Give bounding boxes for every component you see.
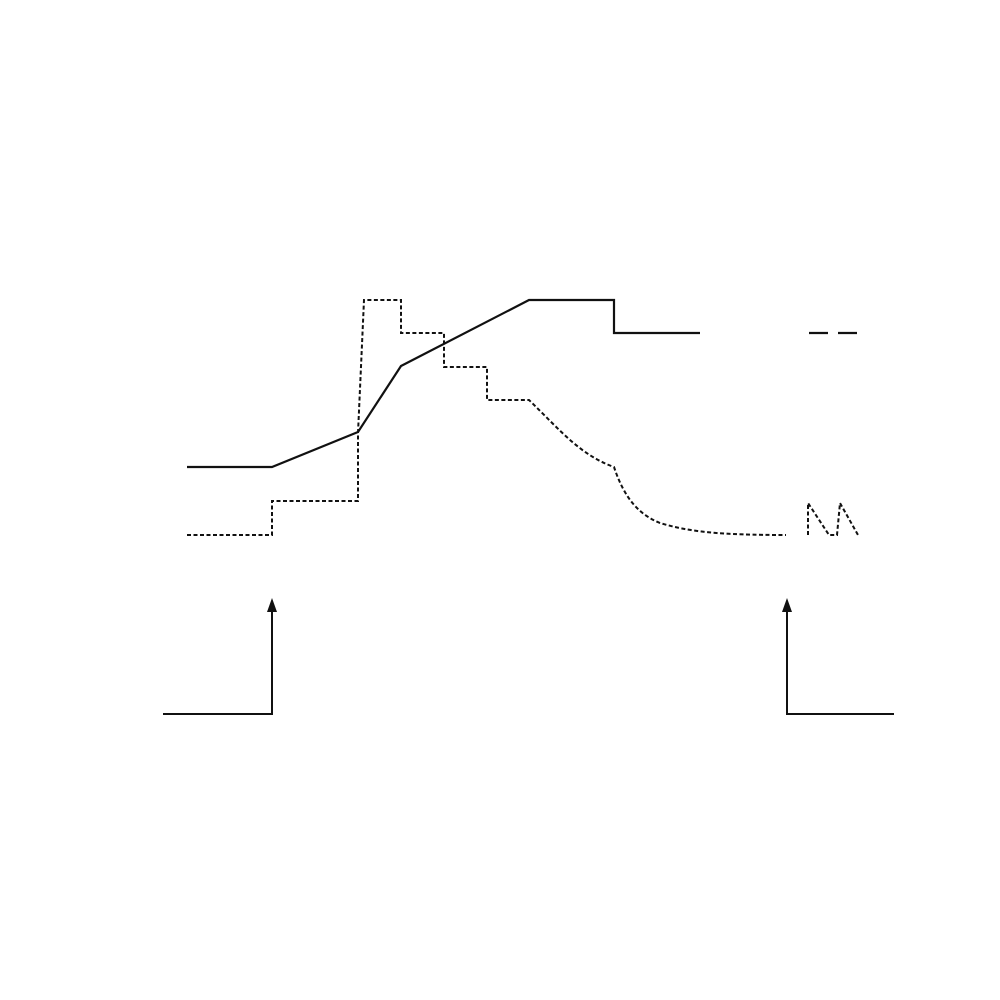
current-desulfation-pulses	[808, 503, 858, 535]
voltage-curve	[187, 300, 700, 467]
current-curve	[187, 300, 786, 535]
desulfation-mode-arrow	[782, 598, 894, 714]
regeneration-mode-arrow	[163, 598, 277, 714]
